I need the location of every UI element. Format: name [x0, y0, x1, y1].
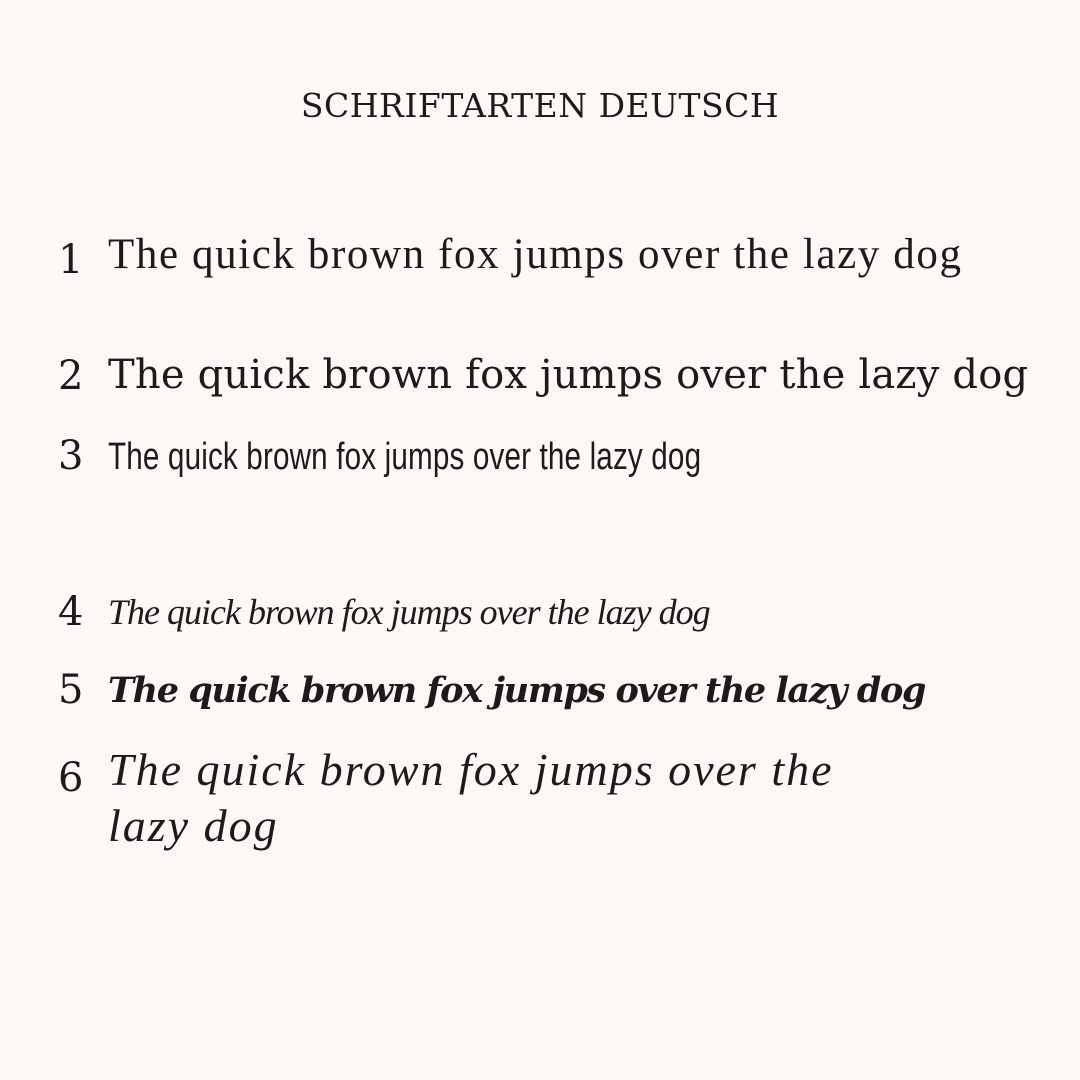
sample-number: 4 [58, 589, 84, 635]
sample-number: 1 [58, 237, 84, 283]
sample-number: 5 [58, 667, 84, 713]
sample-text: The quick brown fox jumps over the lazy dog [108, 231, 963, 278]
page-title: SCHRIFTARTEN DEUTSCH [300, 86, 780, 125]
sample-number: 2 [58, 353, 84, 399]
sample-text: The quick brown fox jumps over the lazy dog [108, 670, 925, 711]
sample-text: The quick brown fox jumps over the lazy dog [108, 352, 1029, 398]
sample-number: 3 [58, 433, 84, 479]
sample-text: The quick brown fox jumps over the lazy dog [108, 744, 834, 851]
sample-number: 6 [58, 755, 84, 801]
sample-text: The quick brown fox jumps over the lazy dog [108, 592, 710, 632]
sample-text: The quick brown fox jumps over the lazy dog [108, 436, 702, 478]
